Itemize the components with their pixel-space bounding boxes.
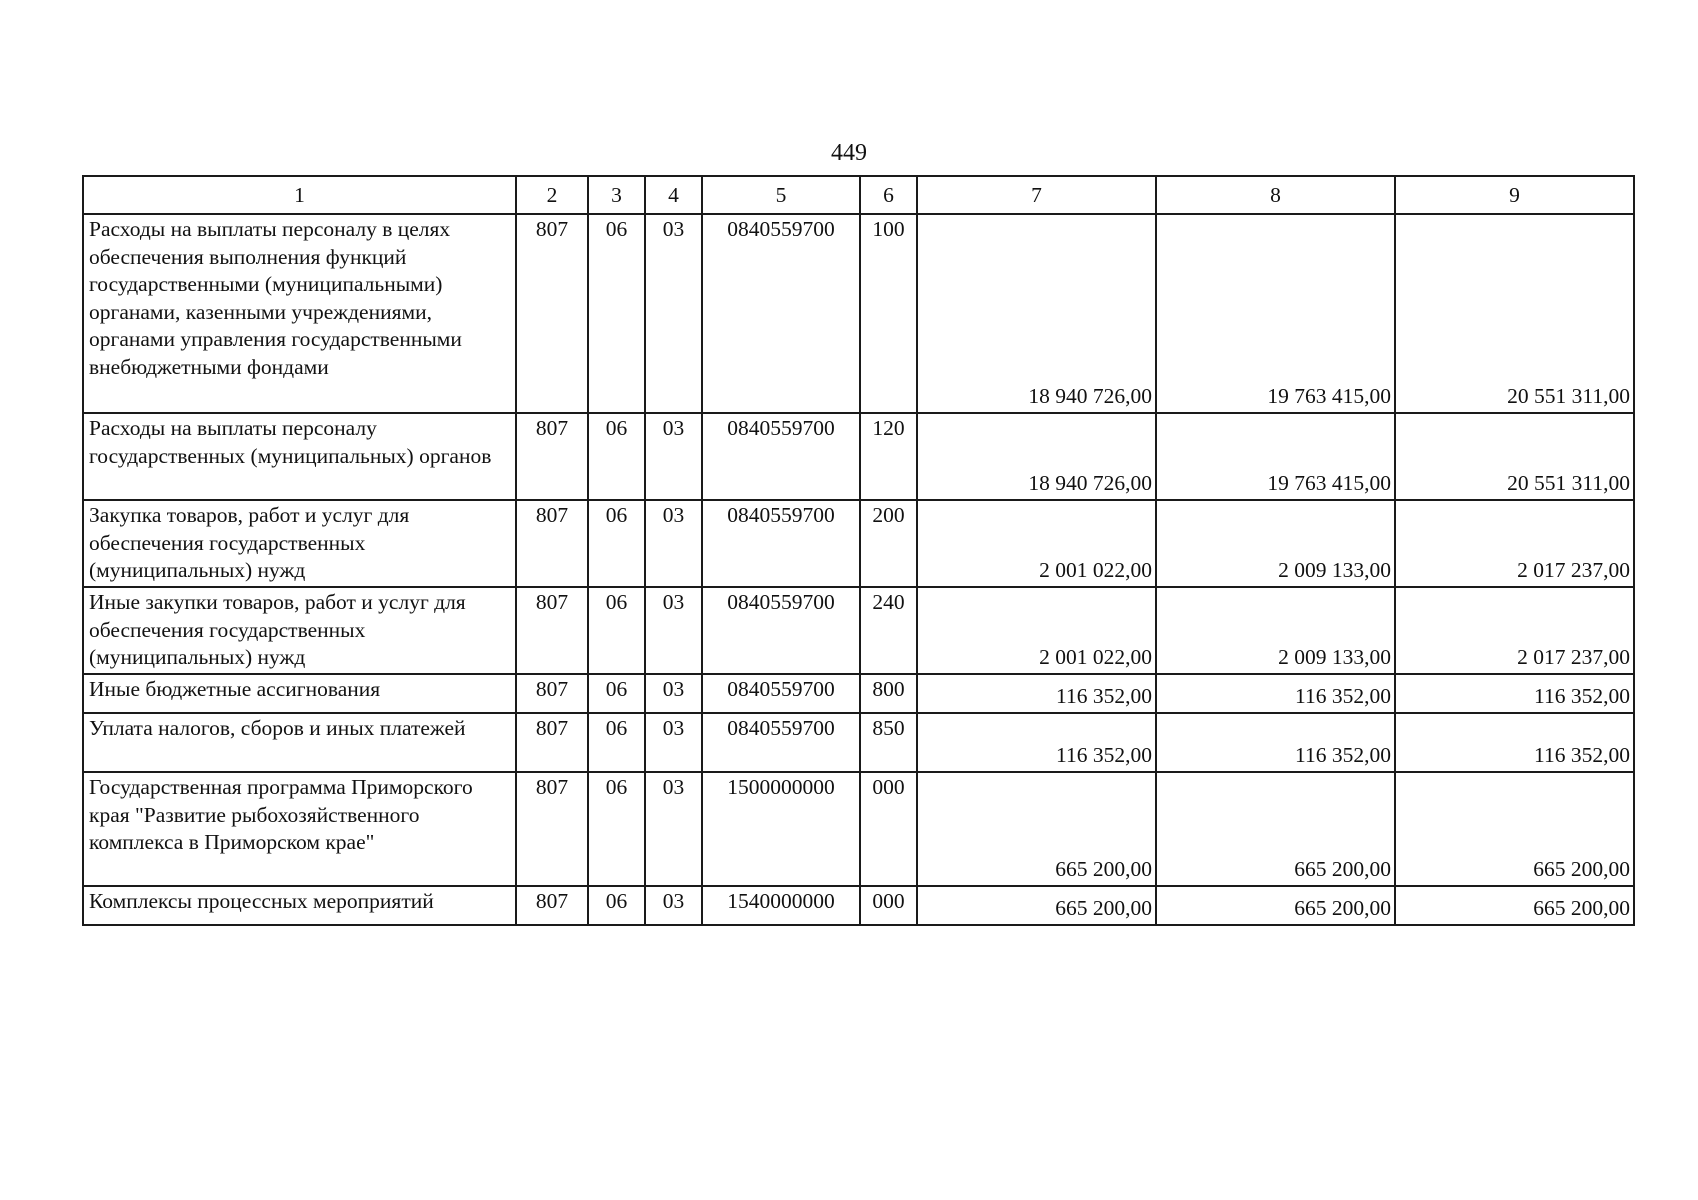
section-code: 06 [588, 500, 645, 587]
ministry-code: 807 [516, 413, 588, 500]
table-row [83, 713, 1634, 772]
amount-col8: 19 763 415,00 [1156, 214, 1395, 413]
amount-col9: 20 551 311,00 [1395, 413, 1634, 500]
header-row [83, 176, 1634, 214]
amount-col9: 116 352,00 [1395, 674, 1634, 713]
amount-col7: 116 352,00 [917, 713, 1156, 772]
section-code: 06 [588, 587, 645, 674]
target-article-code: 0840559700 [702, 587, 860, 674]
amount-col9: 20 551 311,00 [1395, 214, 1634, 413]
amount-col8: 2 009 133,00 [1156, 587, 1395, 674]
amount-col7: 2 001 022,00 [917, 587, 1156, 674]
column-header: 5 [702, 176, 860, 214]
ministry-code: 807 [516, 587, 588, 674]
target-article-code: 0840559700 [702, 413, 860, 500]
amount-col9: 665 200,00 [1395, 772, 1634, 886]
column-header: 1 [83, 176, 516, 214]
expense-type-code: 000 [860, 886, 917, 925]
ministry-code: 807 [516, 500, 588, 587]
ministry-code: 807 [516, 713, 588, 772]
subsection-code: 03 [645, 886, 702, 925]
expense-type-code: 200 [860, 500, 917, 587]
section-code: 06 [588, 772, 645, 886]
table-row [83, 413, 1634, 500]
section-code: 06 [588, 674, 645, 713]
amount-col7: 665 200,00 [917, 886, 1156, 925]
subsection-code: 03 [645, 214, 702, 413]
amount-col9: 2 017 237,00 [1395, 500, 1634, 587]
subsection-code: 03 [645, 500, 702, 587]
target-article-code: 0840559700 [702, 713, 860, 772]
table-row [83, 214, 1634, 413]
table-row [83, 587, 1634, 674]
row-name: Расходы на выплаты персоналу в целях обеспечения выполнения функций государственными (муниципальными) органами, казенными учреждениями, органами управления государственными внебюджетными фондами [83, 214, 516, 413]
row-name: Уплата налогов, сборов и иных платежей [83, 713, 516, 772]
expense-type-code: 240 [860, 587, 917, 674]
amount-col7: 116 352,00 [917, 674, 1156, 713]
subsection-code: 03 [645, 587, 702, 674]
amount-col7: 665 200,00 [917, 772, 1156, 886]
column-header: 8 [1156, 176, 1395, 214]
amount-col8: 665 200,00 [1156, 886, 1395, 925]
amount-col8: 116 352,00 [1156, 713, 1395, 772]
amount-col7: 2 001 022,00 [917, 500, 1156, 587]
amount-col9: 116 352,00 [1395, 713, 1634, 772]
amount-col9: 665 200,00 [1395, 886, 1634, 925]
table-row [83, 500, 1634, 587]
expense-type-code: 100 [860, 214, 917, 413]
table-row [83, 772, 1634, 886]
column-header: 2 [516, 176, 588, 214]
target-article-code: 0840559700 [702, 674, 860, 713]
ministry-code: 807 [516, 674, 588, 713]
amount-col8: 19 763 415,00 [1156, 413, 1395, 500]
column-header: 6 [860, 176, 917, 214]
column-header: 7 [917, 176, 1156, 214]
table-row [83, 886, 1634, 925]
ministry-code: 807 [516, 772, 588, 886]
expense-type-code: 850 [860, 713, 917, 772]
amount-col8: 665 200,00 [1156, 772, 1395, 886]
section-code: 06 [588, 713, 645, 772]
section-code: 06 [588, 214, 645, 413]
column-header: 4 [645, 176, 702, 214]
page-number: 449 [831, 140, 867, 166]
row-name: Расходы на выплаты персоналу государственных (муниципальных) органов [83, 413, 516, 500]
amount-col7: 18 940 726,00 [917, 214, 1156, 413]
amount-col8: 2 009 133,00 [1156, 500, 1395, 587]
ministry-code: 807 [516, 214, 588, 413]
row-name: Комплексы процессных мероприятий [83, 886, 516, 925]
budget-table [82, 175, 1635, 926]
column-header: 9 [1395, 176, 1634, 214]
row-name: Закупка товаров, работ и услуг для обеспечения государственных (муниципальных) нужд [83, 500, 516, 587]
expense-type-code: 000 [860, 772, 917, 886]
row-name: Иные закупки товаров, работ и услуг для обеспечения государственных (муниципальных) нужд [83, 587, 516, 674]
target-article-code: 1540000000 [702, 886, 860, 925]
subsection-code: 03 [645, 772, 702, 886]
target-article-code: 1500000000 [702, 772, 860, 886]
expense-type-code: 800 [860, 674, 917, 713]
table-row [83, 674, 1634, 713]
target-article-code: 0840559700 [702, 214, 860, 413]
section-code: 06 [588, 413, 645, 500]
subsection-code: 03 [645, 413, 702, 500]
section-code: 06 [588, 886, 645, 925]
amount-col8: 116 352,00 [1156, 674, 1395, 713]
row-name: Государственная программа Приморского края "Развитие рыбохозяйственного комплекса в Приморском крае" [83, 772, 516, 886]
expense-type-code: 120 [860, 413, 917, 500]
subsection-code: 03 [645, 713, 702, 772]
ministry-code: 807 [516, 886, 588, 925]
subsection-code: 03 [645, 674, 702, 713]
row-name: Иные бюджетные ассигнования [83, 674, 516, 713]
amount-col7: 18 940 726,00 [917, 413, 1156, 500]
column-header: 3 [588, 176, 645, 214]
amount-col9: 2 017 237,00 [1395, 587, 1634, 674]
target-article-code: 0840559700 [702, 500, 860, 587]
